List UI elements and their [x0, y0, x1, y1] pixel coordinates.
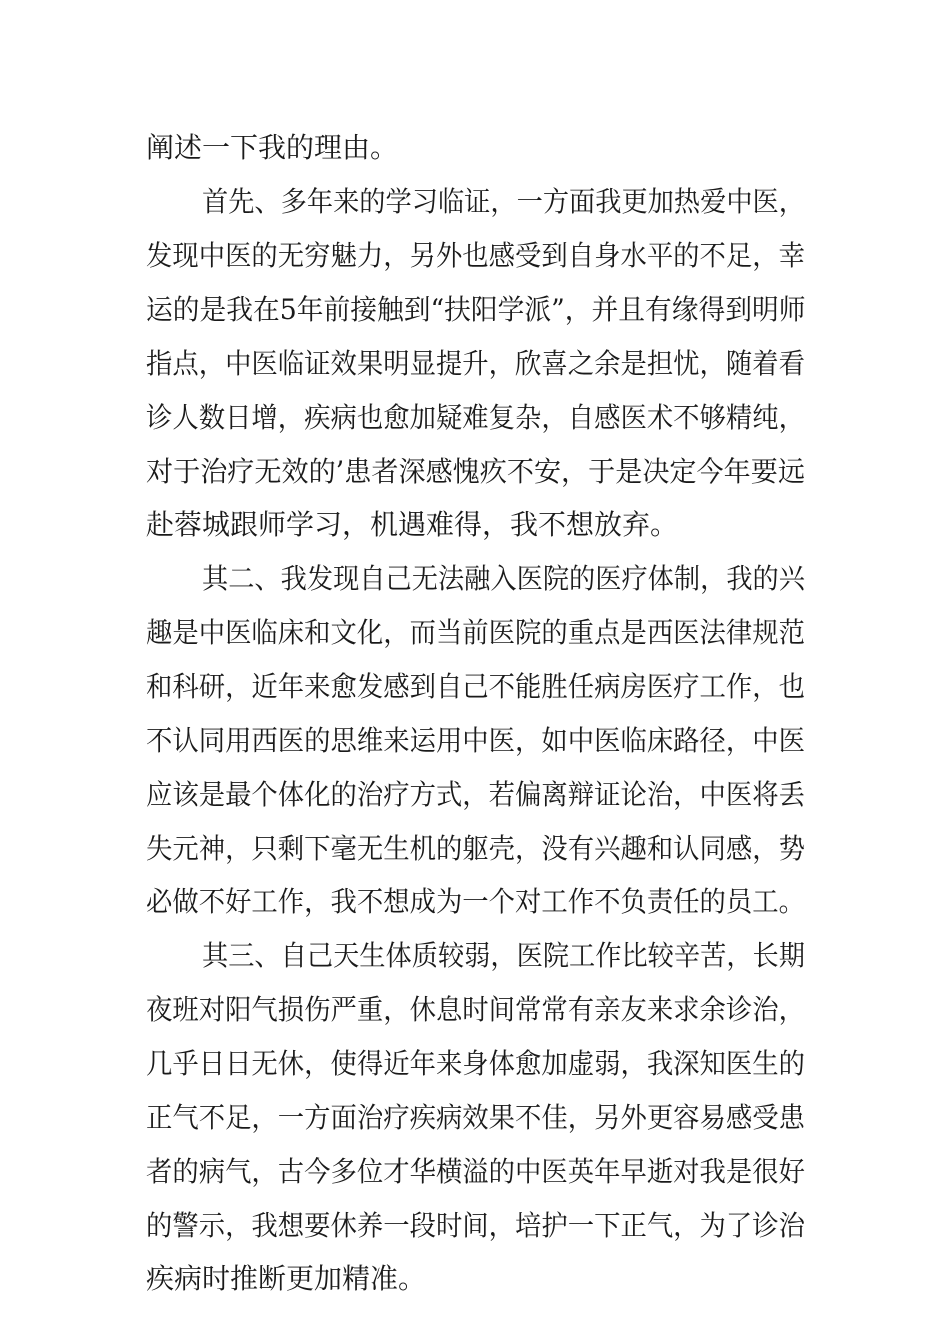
text-line: 阐述一下我的理由。	[146, 131, 399, 164]
text-line: 诊人数日增，疾病也愈加疑难复杂，自感医术不够精纯，	[146, 401, 805, 434]
paragraph-first-line: 其二、我发现自己无法融入医院的医疗体制，我的兴	[202, 562, 805, 595]
text-line: 赴蓉城跟师学习，机遇难得，我不想放弃。	[146, 508, 679, 541]
text-line: 夜班对阳气损伤严重，休息时间常常有亲友来求余诊治，	[146, 993, 805, 1026]
text-line: 的警示，我想要休养一段时间，培护一下正气，为了诊治	[146, 1209, 805, 1242]
text-line: 失元神，只剩下毫无生机的躯壳，没有兴趣和认同感，势	[146, 832, 805, 865]
text-line: 疾病时推断更加精准。	[146, 1262, 427, 1295]
text-line: 对于治疗无效的’患者深感愧疚不安，于是决定今年要远	[146, 455, 805, 488]
text-line: 运的是我在5年前接触到“扶阳学派”，并且有缘得到明师	[146, 293, 806, 326]
text-line: 趣是中医临床和文化，而当前医院的重点是西医法律规范	[146, 616, 805, 649]
text-line: 指点，中医临证效果明显提升，欣喜之余是担忧，随着看	[146, 347, 805, 380]
text-line: 和科研，近年来愈发感到自己不能胜任病房医疗工作，也	[146, 670, 805, 703]
text-line: 发现中医的无穷魅力，另外也感受到自身水平的不足，幸	[146, 239, 805, 272]
text-line: 几乎日日无休，使得近年来身体愈加虚弱，我深知医生的	[146, 1047, 805, 1080]
text-line: 必做不好工作，我不想成为一个对工作不负责任的员工。	[146, 885, 805, 918]
text-line: 正气不足，一方面治疗疾病效果不佳，另外更容易感受患	[146, 1101, 805, 1134]
paragraph-first-line: 首先、多年来的学习临证，一方面我更加热爱中医，	[202, 185, 805, 218]
text-line: 者的病气，古今多位才华横溢的中医英年早逝对我是很好	[146, 1155, 805, 1188]
text-line: 不认同用西医的思维来运用中医，如中医临床路径，中医	[146, 724, 805, 757]
text-line: 应该是最个体化的治疗方式，若偏离辩证论治，中医将丢	[146, 778, 805, 811]
paragraph-first-line: 其三、自己天生体质较弱，医院工作比较辛苦，长期	[202, 939, 805, 972]
